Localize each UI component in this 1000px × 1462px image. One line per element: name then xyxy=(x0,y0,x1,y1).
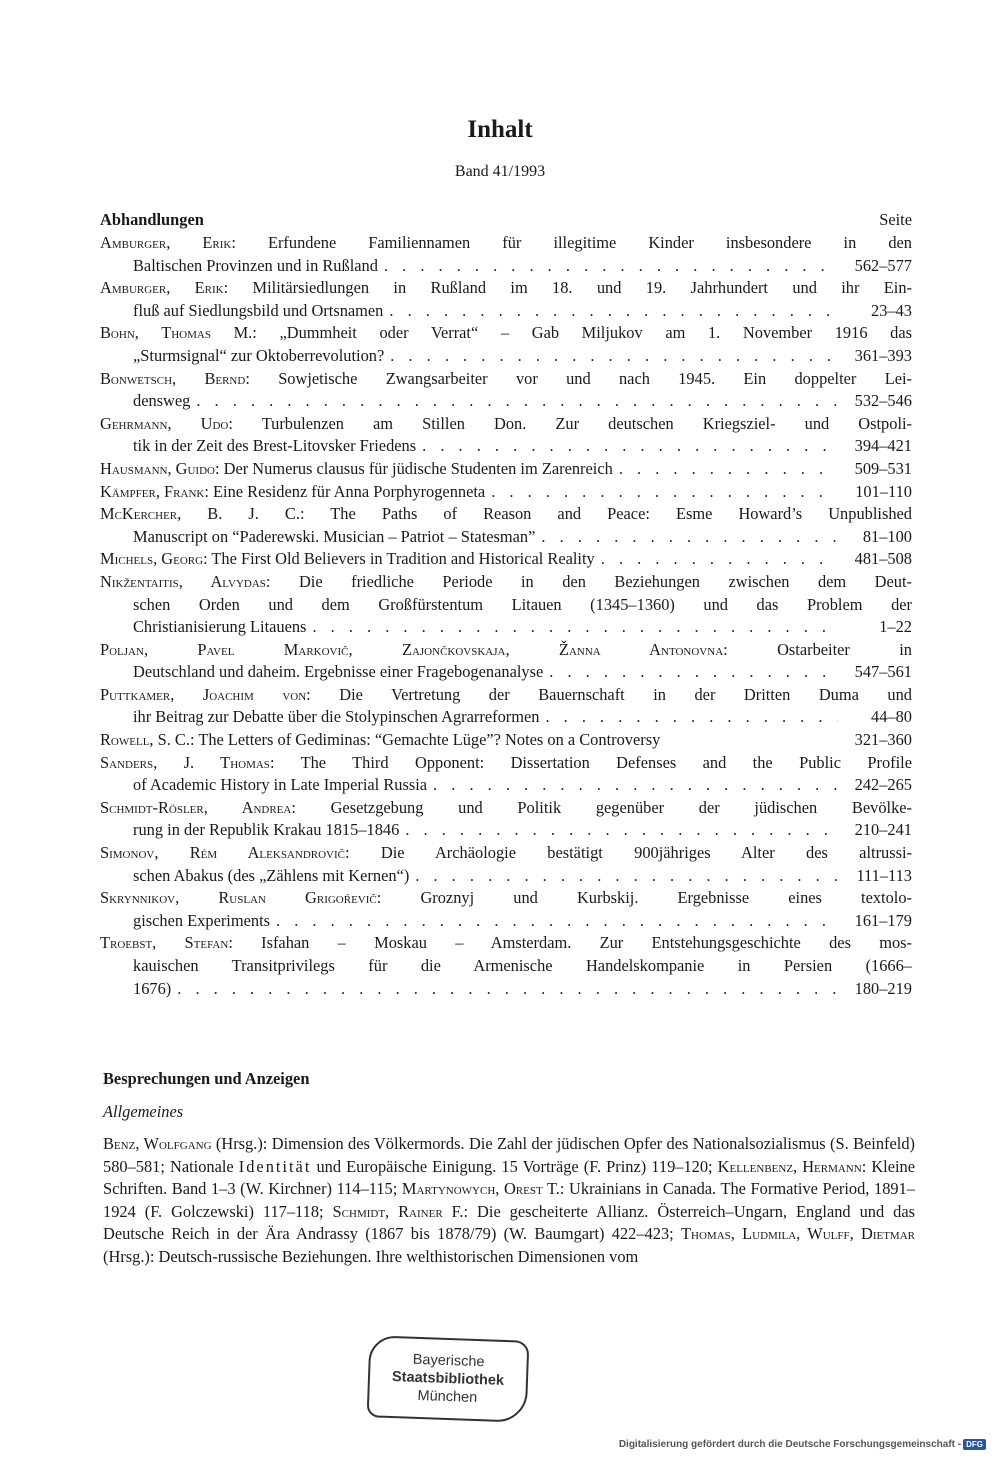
entry-line xyxy=(100,594,912,617)
entry-title-end xyxy=(133,616,306,639)
leader-dots xyxy=(416,435,838,458)
seite-heading: Seite xyxy=(879,210,912,229)
entry-title-end xyxy=(133,345,384,368)
entry-last-line xyxy=(100,865,912,888)
leader-dots xyxy=(613,458,838,481)
entry-last-line xyxy=(100,910,912,933)
entry-last-line xyxy=(100,300,912,323)
entry-pages: 111–113 xyxy=(856,865,912,885)
entry-author: Simonov, Rém Aleksandrovič xyxy=(100,843,345,863)
entry-line: Troebst, Stefan: Isfahan – Moskau – Amsterdam. Zur Entstehungsgeschichte des mos- xyxy=(100,933,912,953)
entry-author: Skrynnikov, Ruslan Grigoŕevič xyxy=(100,888,377,908)
toc-entry xyxy=(100,887,912,932)
entry-last-line xyxy=(100,435,912,458)
entry-title-text: Gesetzgebung und Politik gegenüber der jüdischen Bevölke- xyxy=(330,797,912,817)
toc-entry xyxy=(100,797,912,842)
entry-line: Poljan, Pavel Markovič, Zajončkovskaja, Žanna Antonovna: Ostarbeiter in xyxy=(100,639,912,659)
entry-title-text: Baltischen Provinzen und in Rußland xyxy=(133,255,378,275)
footer-text: Digitalisierung gefördert durch die Deutsche Forschungsgemeinschaft - xyxy=(618,1439,962,1450)
leader-dots xyxy=(190,390,838,413)
leader-dots xyxy=(427,774,838,797)
entry-title-text: Christianisierung Litauens xyxy=(133,617,307,637)
toc-entry xyxy=(100,277,912,322)
entry-title-text: tik in der Zeit des Brest-Litovsker Friedens xyxy=(133,436,417,456)
entry-pages: 210–241 xyxy=(854,820,912,840)
footer-credit xyxy=(619,1439,986,1450)
entry-line: Skrynnikov, Ruslan Grigoŕevič: Groznyj und Kurbskij. Ergebnisse eines textolo- xyxy=(100,888,912,908)
toc-entry xyxy=(100,481,912,504)
entry-title-text: Turbulenzen am Stillen Don. Zur deutschen Kriegsziel- und Ostpoli- xyxy=(261,413,912,433)
entry-title-text: Isfahan – Moskau – Amsterdam. Zur Entstehungsgeschichte des mos- xyxy=(261,933,912,953)
entry-title-text: schen Orden und dem Großfürstentum Litauen (1345–1360) und das Problem der xyxy=(133,594,912,614)
entry-title-end xyxy=(133,390,190,413)
entry-title-end: Michels, Georg: The First Old Believers in Tradition and Historical Reality xyxy=(100,549,595,569)
entry-author: Sanders, J. Thomas xyxy=(100,752,270,772)
leader-dots xyxy=(171,978,838,1001)
entry-line: Puttkamer, Joachim von: Die Vertretung der Bauernschaft in der Dritten Duma und xyxy=(100,684,912,704)
entry-pages: 532–546 xyxy=(854,391,912,411)
entry-pages: 547–561 xyxy=(854,662,912,682)
entry-pages: 361–393 xyxy=(854,345,912,365)
entry-author: Gehrmann, Udo xyxy=(100,413,229,433)
entry-title-text: 1676) xyxy=(133,978,172,998)
review-text: : Die gescheiterte Allianz. Österreich–Ungarn, England und das Deutsche Reich in der Ära Andrassy (1867 bis 1878/79) (W. Baumgart) 422–423; xyxy=(103,1201,915,1244)
leader-dots xyxy=(384,345,838,368)
toc-entry xyxy=(100,729,912,752)
entry-title-text: densweg xyxy=(133,391,191,411)
entry-title-end xyxy=(133,300,383,323)
entry-line: Schmidt-Rösler, Andrea: Gesetzgebung und Politik gegenüber der jüdischen Bevölke- xyxy=(100,797,912,817)
entry-pages: 23–43 xyxy=(871,300,912,320)
entry-title-end xyxy=(133,865,409,888)
review-author: Kellenbenz, Hermann xyxy=(717,1156,862,1176)
review-author: Martynowych, Orest T. xyxy=(401,1179,560,1199)
entry-line: Bonwetsch, Bernd: Sowjetische Zwangsarbeiter vor und nach 1945. Ein doppelter Lei- xyxy=(100,368,912,388)
toc-entry xyxy=(100,684,912,729)
entry-title-end: Kämpfer, Frank: Eine Residenz für Anna Porphyrogenneta xyxy=(100,481,486,501)
entry-pages: 161–179 xyxy=(854,910,912,930)
leader-dots xyxy=(306,616,838,639)
entry-last-line xyxy=(100,661,912,684)
entry-author: Rowell, S. C. xyxy=(100,730,190,750)
entry-pages: 242–265 xyxy=(854,775,912,795)
entry-pages: 81–100 xyxy=(862,526,912,546)
leader-dots xyxy=(270,910,838,933)
entry-title-end xyxy=(133,526,535,549)
leader-dots xyxy=(543,661,838,684)
entry-title-text: Sowjetische Zwangsarbeiter vor und nach 1945. Ein doppelter Lei- xyxy=(278,368,912,388)
toc-entry xyxy=(100,368,912,413)
entry-title-text: Groznyj und Kurbskij. Ergebnisse eines textolo- xyxy=(420,888,912,908)
entry-last-line xyxy=(100,458,912,481)
leader-dots xyxy=(409,865,838,888)
toc-entry xyxy=(100,571,912,639)
entry-pages: 481–508 xyxy=(854,549,912,569)
entry-pages: 321–360 xyxy=(854,730,912,750)
review-text: und Europäische Einigung. 15 Vorträge (F. Prinz) 119–120; xyxy=(311,1156,718,1176)
entry-title-text: Eine Residenz für Anna Porphyrogenneta xyxy=(213,481,486,501)
entry-pages: 509–531 xyxy=(854,458,912,478)
entry-line: Nikžentaitis, Alvydas: Die friedliche Periode in den Beziehungen zwischen dem Deut- xyxy=(100,571,912,591)
entry-pages: 101–110 xyxy=(855,481,912,501)
entry-line xyxy=(100,955,912,978)
entry-author: Schmidt-Rösler, Andrea xyxy=(100,797,292,817)
entry-last-line xyxy=(100,774,912,797)
entry-title-end xyxy=(133,435,416,458)
library-stamp xyxy=(367,1335,530,1423)
entry-title-text: of Academic History in Late Imperial Russia xyxy=(133,775,428,795)
entry-author: Amburger, Erik xyxy=(100,233,232,252)
entry-author: Bonwetsch, Bernd xyxy=(100,368,246,388)
toc-entry xyxy=(100,548,912,571)
entry-author: Poljan, Pavel Markovič, Zajončkovskaja, Žanna Antonovna xyxy=(100,639,724,659)
entry-title-text: „Sturmsignal“ zur Oktoberrevolution? xyxy=(133,345,385,365)
leader-dots xyxy=(539,706,838,729)
toc-entry xyxy=(100,639,912,684)
review-text: : Kleine Schriften. Band 1–3 (W. Kirchner) 114–115; xyxy=(103,1156,916,1199)
dfg-logo-icon: DFG xyxy=(963,1439,986,1450)
toc-entry xyxy=(100,322,912,367)
leader-dots xyxy=(383,300,838,323)
entry-author: Michels, Georg xyxy=(100,549,204,569)
entry-title-end xyxy=(133,774,427,797)
leader-dots xyxy=(399,819,838,842)
allgemeines-subheading: Allgemeines xyxy=(103,1102,184,1121)
entry-line: Gehrmann, Udo: Turbulenzen am Stillen Don. Zur deutschen Kriegsziel- und Ostpoli- xyxy=(100,413,912,433)
entry-title-text: The First Old Believers in Tradition and Historical Reality xyxy=(211,549,595,569)
entry-author: Troebst, Stefan xyxy=(100,933,229,953)
entry-title-end xyxy=(133,978,171,1001)
entry-last-line xyxy=(100,481,912,504)
review-text: (Hrsg.): Dimension des Völkermords. Die Zahl der jüdischen Opfer des Nationalsozialismus (S. Beinfeld) 580–581; Nationale xyxy=(103,1134,915,1176)
abhandlungen-section xyxy=(100,208,912,1000)
entry-line: Amburger, Erik: Erfundene Familiennamen für illegitime Kinder insbesondere in den xyxy=(100,233,912,252)
toc-entry xyxy=(100,413,912,458)
entry-title-text: Manuscript on “Paderewski. Musician – Patriot – Statesman” xyxy=(133,526,536,546)
abhandlungen-heading: Abhandlungen xyxy=(100,210,204,229)
entry-title-text: Deutschland und daheim. Ergebnisse einer Fragebogenanalyse xyxy=(133,662,544,682)
entry-last-line xyxy=(100,729,912,752)
entry-author: Kämpfer, Frank xyxy=(100,481,205,501)
entry-author: Amburger, Erik xyxy=(100,278,224,298)
entry-pages: 44–80 xyxy=(871,707,912,727)
entry-last-line xyxy=(100,255,912,278)
entry-title-end xyxy=(133,255,378,278)
entry-title-text: Militärsiedlungen in Rußland im 18. und 19. Jahrhundert und ihr Ein- xyxy=(252,278,912,298)
entry-title-text: Erfundene Familiennamen für illegitime Kinder insbesondere in den xyxy=(267,233,912,252)
toc-entry xyxy=(100,752,912,797)
toc-entries xyxy=(100,232,912,1000)
page-subtitle: Band 41/1993 xyxy=(454,163,546,180)
entry-title-text: Ostarbeiter in xyxy=(777,639,912,659)
entry-author: Bohn, Thomas M. xyxy=(100,323,253,343)
entry-title-text: Die friedliche Periode in den Beziehungen zwischen dem Deut- xyxy=(298,571,912,591)
entry-line: Bohn, Thomas M.: „Dummheit oder Verrat“ – Gab Miljukov am 1. November 1916 das xyxy=(100,323,912,343)
entry-last-line xyxy=(100,548,912,571)
reviews-paragraph xyxy=(103,1133,915,1269)
toc-entry xyxy=(100,458,912,481)
entry-title-end xyxy=(133,819,399,842)
entry-title-end xyxy=(133,706,539,729)
entry-author: Nikžentaitis, Alvydas xyxy=(100,571,266,591)
entry-last-line xyxy=(100,345,912,368)
entry-pages: 562–577 xyxy=(854,255,912,275)
stamp-line: München xyxy=(417,1387,478,1407)
entry-last-line xyxy=(100,819,912,842)
toc-entry xyxy=(100,503,912,548)
review-text: (Hrsg.): Deutsch-russische Beziehungen. Ihre welthistorischen Dimensionen vom xyxy=(103,1246,639,1266)
leader-dots xyxy=(595,548,838,571)
review-text-spaced: Identität xyxy=(238,1156,312,1176)
entry-last-line xyxy=(100,526,912,549)
review-author: Benz, Wolfgang xyxy=(103,1134,212,1153)
entry-title-end: Rowell, S. C.: The Letters of Gediminas: “Gemachte Lüge”? Notes on a Controversy xyxy=(100,730,661,750)
entry-line: Sanders, J. Thomas: The Third Opponent: Dissertation Defenses and the Public Profile xyxy=(100,752,912,772)
entry-author: Hausmann, Guido xyxy=(100,458,215,478)
entry-pages: 1–22 xyxy=(879,617,912,637)
entry-title-text: fluß auf Siedlungsbild und Ortsnamen xyxy=(133,300,384,320)
toc-entry xyxy=(100,932,912,1000)
entry-line: Amburger, Erik: Militärsiedlungen in Rußland im 18. und 19. Jahrhundert und ihr Ein- xyxy=(100,278,912,298)
leader-dots xyxy=(378,255,838,278)
entry-title-text: Die Archäologie bestätigt 900jähriges Alter des altrussi- xyxy=(380,843,912,863)
toc-entry xyxy=(100,232,912,277)
entry-title-text: kauischen Transitprivilegs für die Armenische Handelskompanie in Persien (1666– xyxy=(133,956,912,975)
entry-pages: 394–421 xyxy=(854,436,912,456)
entry-last-line xyxy=(100,706,912,729)
entry-title-text: „Dummheit oder Verrat“ – Gab Miljukov am 1. November 1916 das xyxy=(279,323,912,343)
abhandlungen-header xyxy=(100,208,912,232)
review-text: : Ukrainians in Canada. The Formative Period, 1891–1924 (F. Golczewski) 117–118; xyxy=(103,1179,915,1221)
entry-author: McKercher, B. J. C. xyxy=(100,504,300,524)
entry-last-line xyxy=(100,978,912,1001)
entry-title-text: The Letters of Gediminas: “Gemachte Lüge”? Notes on a Controversy xyxy=(198,730,661,750)
leader-dots xyxy=(535,526,838,549)
entry-line: McKercher, B. J. C.: The Paths of Reason and Peace: Esme Howard’s Unpublished xyxy=(100,504,912,524)
toc-entry xyxy=(100,842,912,887)
entry-title-end: Hausmann, Guido: Der Numerus clausus für jüdische Studenten im Zarenreich xyxy=(100,458,613,478)
entry-pages: 180–219 xyxy=(854,978,912,998)
entry-title-text: schen Abakus (des „Zählens mit Kernen“) xyxy=(133,865,410,885)
entry-last-line xyxy=(100,390,912,413)
besprechungen-heading: Besprechungen und Anzeigen xyxy=(103,1069,310,1088)
entry-title-end xyxy=(133,910,270,933)
entry-title-text: Der Numerus clausus für jüdische Studenten im Zarenreich xyxy=(223,458,613,478)
entry-title-text: rung in der Republik Krakau 1815–1846 xyxy=(133,820,400,840)
entry-title-text: The Third Opponent: Dissertation Defenses and the Public Profile xyxy=(300,752,912,772)
entry-title-end xyxy=(133,661,543,684)
leader-dots xyxy=(485,481,838,504)
entry-author: Puttkamer, Joachim von xyxy=(100,684,307,704)
entry-last-line xyxy=(100,616,912,639)
entry-title-text: The Paths of Reason and Peace: Esme Howard’s Unpublished xyxy=(330,504,912,524)
review-author: Thomas, Ludmila, Wulff, Dietmar xyxy=(681,1224,915,1244)
page-title: Inhalt xyxy=(467,116,533,143)
review-author: Schmidt, Rainer F. xyxy=(332,1201,464,1221)
entry-line: Simonov, Rém Aleksandrovič: Die Archäologie bestätigt 900jähriges Alter des altrussi- xyxy=(100,843,912,863)
entry-title-text: gischen Experiments xyxy=(133,910,271,930)
stamp-line: Bayerische xyxy=(412,1351,485,1371)
entry-title-text: Die Vertretung der Bauernschaft in der Dritten Duma und xyxy=(339,684,912,704)
stamp-line: Staatsbibliothek xyxy=(391,1369,505,1389)
entry-title-text: ihr Beitrag zur Debatte über die Stolypinschen Agrarreformen xyxy=(133,707,540,727)
